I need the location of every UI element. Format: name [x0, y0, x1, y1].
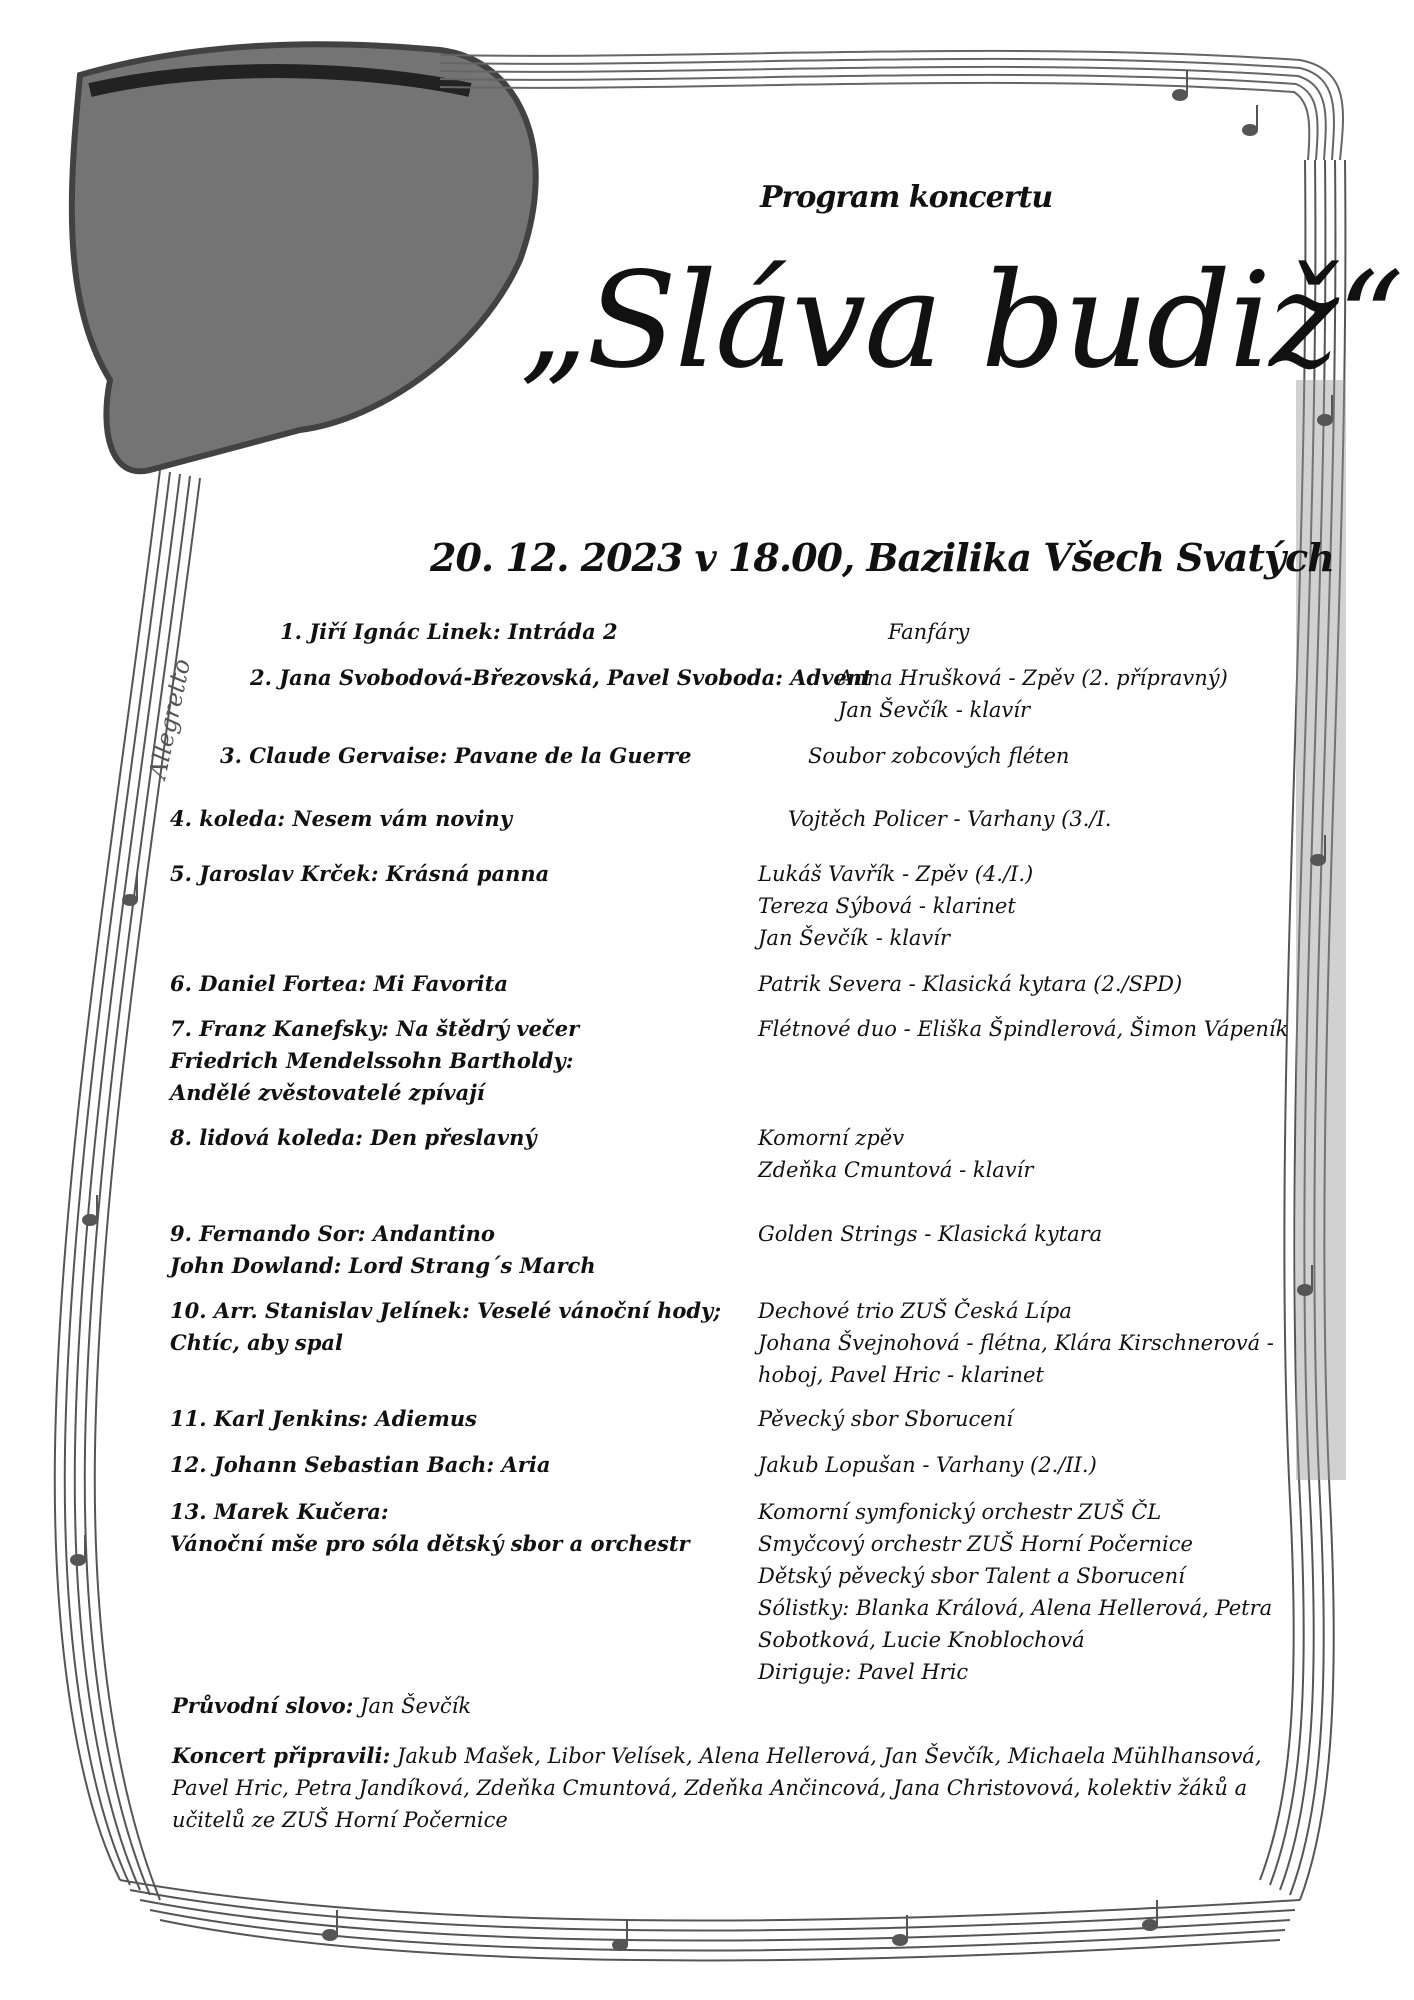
piece-title: 2. Jana Svobodová-Březovská, Pavel Svoboda: Advent — [250, 665, 872, 690]
piece-title: 8. lidová koleda: Den přeslavný — [170, 1125, 537, 1150]
program-item-8 — [170, 1122, 1034, 1182]
performer: Anna Hrušková - Zpěv (2. přípravný) — [838, 666, 1228, 690]
piece-title: 13. Marek Kučera: — [170, 1499, 389, 1524]
date-venue-line: 20. 12. 2023 v 18.00, Bazilika Všech Svatých — [430, 535, 1334, 580]
performer: Vojtěch Policer - Varhany (3./I. — [788, 807, 1112, 831]
piece-title: John Dowland: Lord Strang´s March — [170, 1253, 596, 1278]
performer: Lukáš Vavřík - Zpěv (4./I.) — [758, 862, 1034, 886]
piece-title: 1. Jiří Ignác Linek: Intráda 2 — [280, 619, 618, 644]
performer: Jan Ševčík - klavír — [838, 698, 1031, 722]
piece-title: 12. Johann Sebastian Bach: Aria — [170, 1452, 551, 1477]
performer: Flétnové duo - Eliška Špindlerová, Šimon Vápeník — [758, 1017, 1289, 1041]
instrument-bell-illustration — [72, 44, 536, 471]
performer: Johana Švejnohová - flétna, Klára Kirschnerová - — [758, 1331, 1274, 1355]
performer: Jan Ševčík - klavír — [758, 926, 951, 950]
program-item-5 — [170, 858, 1034, 950]
performer: Patrik Severa - Klasická kytara (2./SPD) — [758, 972, 1183, 996]
performer: Sobotková, Lucie Knoblochová — [758, 1628, 1085, 1652]
credits — [172, 1690, 1272, 1836]
piece-title: Chtíc, aby spal — [170, 1330, 343, 1355]
performer: Komorní zpěv — [758, 1126, 905, 1150]
top-staff — [440, 51, 1343, 160]
performer: Diriguje: Pavel Hric — [758, 1660, 969, 1684]
performer: Smyčcový orchestr ZUŠ Horní Počernice — [758, 1532, 1193, 1556]
program-item-6 — [170, 968, 1183, 1000]
piece-title: 4. koleda: Nesem vám noviny — [170, 806, 513, 831]
program-subtitle: Program koncertu — [760, 180, 1053, 215]
narration-value: Jan Ševčík — [360, 1694, 472, 1718]
program-item-9 — [170, 1218, 1103, 1282]
piece-title: Andělé zvěstovatelé zpívají — [170, 1080, 485, 1105]
performer: Dětský pěvecký sbor Talent a Sborucení — [758, 1564, 1185, 1588]
program-item-3 — [220, 740, 1070, 772]
program-item-12 — [170, 1449, 1097, 1481]
narration-line — [172, 1690, 1272, 1722]
program-item-11 — [170, 1403, 1013, 1435]
piece-title: 5. Jaroslav Krček: Krásná panna — [170, 861, 550, 886]
piece-title: 10. Arr. Stanislav Jelínek: Veselé vánoční hody; — [170, 1298, 721, 1323]
performer: Jakub Lopušan - Varhany (2./II.) — [758, 1453, 1097, 1477]
score-marking-text: Allegretto — [143, 656, 197, 782]
piece-title: Friedrich Mendelssohn Bartholdy: — [170, 1048, 574, 1073]
prepared-value: Jakub Mašek, Libor Velísek, Alena Hellerová, Jan Ševčík, Michaela Mühlhansová, Pavel Hric, Petra Jandíková, Zdeňka Cmuntová, Zdeňka Ančincová, Jana Christovová, kolektiv žáků a učitelů ze ZUŠ Horní Počernice — [172, 1744, 1262, 1832]
program-item-10 — [170, 1295, 1274, 1387]
performer: Dechové trio ZUŠ Česká Lípa — [758, 1299, 1072, 1323]
performer: Golden Strings - Klasická kytara — [758, 1222, 1103, 1246]
piece-title: 7. Franz Kanefsky: Na štědrý večer — [170, 1016, 580, 1041]
concert-title: „Sláva budiž“ — [520, 244, 1403, 398]
performer: Soubor zobcových fléten — [808, 744, 1070, 768]
prepared-by — [172, 1740, 1272, 1836]
bottom-staff — [120, 1880, 1300, 1960]
program-item-7 — [170, 1013, 1289, 1109]
piece-title: 3. Claude Gervaise: Pavane de la Guerre — [220, 743, 692, 768]
piece-title: 9. Fernando Sor: Andantino — [170, 1221, 495, 1246]
performer: Fanfáry — [888, 620, 970, 644]
program-item-13 — [170, 1496, 1273, 1684]
performer: Komorní symfonický orchestr ZUŠ ČL — [758, 1500, 1162, 1524]
program-item-2 — [250, 662, 1228, 722]
piece-title: 6. Daniel Fortea: Mi Favorita — [170, 971, 508, 996]
performer: Sólistky: Blanka Králová, Alena Hellerová, Petra — [758, 1596, 1273, 1620]
program-item-1 — [280, 616, 970, 648]
performer: Pěvecký sbor Sborucení — [758, 1407, 1013, 1431]
performer: Tereza Sýbová - klarinet — [758, 894, 1016, 918]
piece-title: Vánoční mše pro sóla dětský sbor a orchestr — [170, 1531, 690, 1556]
performer: Zdeňka Cmuntová - klavír — [758, 1158, 1034, 1182]
prepared-label: Koncert připravili: — [172, 1743, 391, 1768]
narration-label: Průvodní slovo: — [172, 1693, 354, 1718]
program-item-4 — [170, 803, 1112, 835]
performer: hoboj, Pavel Hric - klarinet — [758, 1363, 1044, 1387]
piece-title: 11. Karl Jenkins: Adiemus — [170, 1406, 477, 1431]
